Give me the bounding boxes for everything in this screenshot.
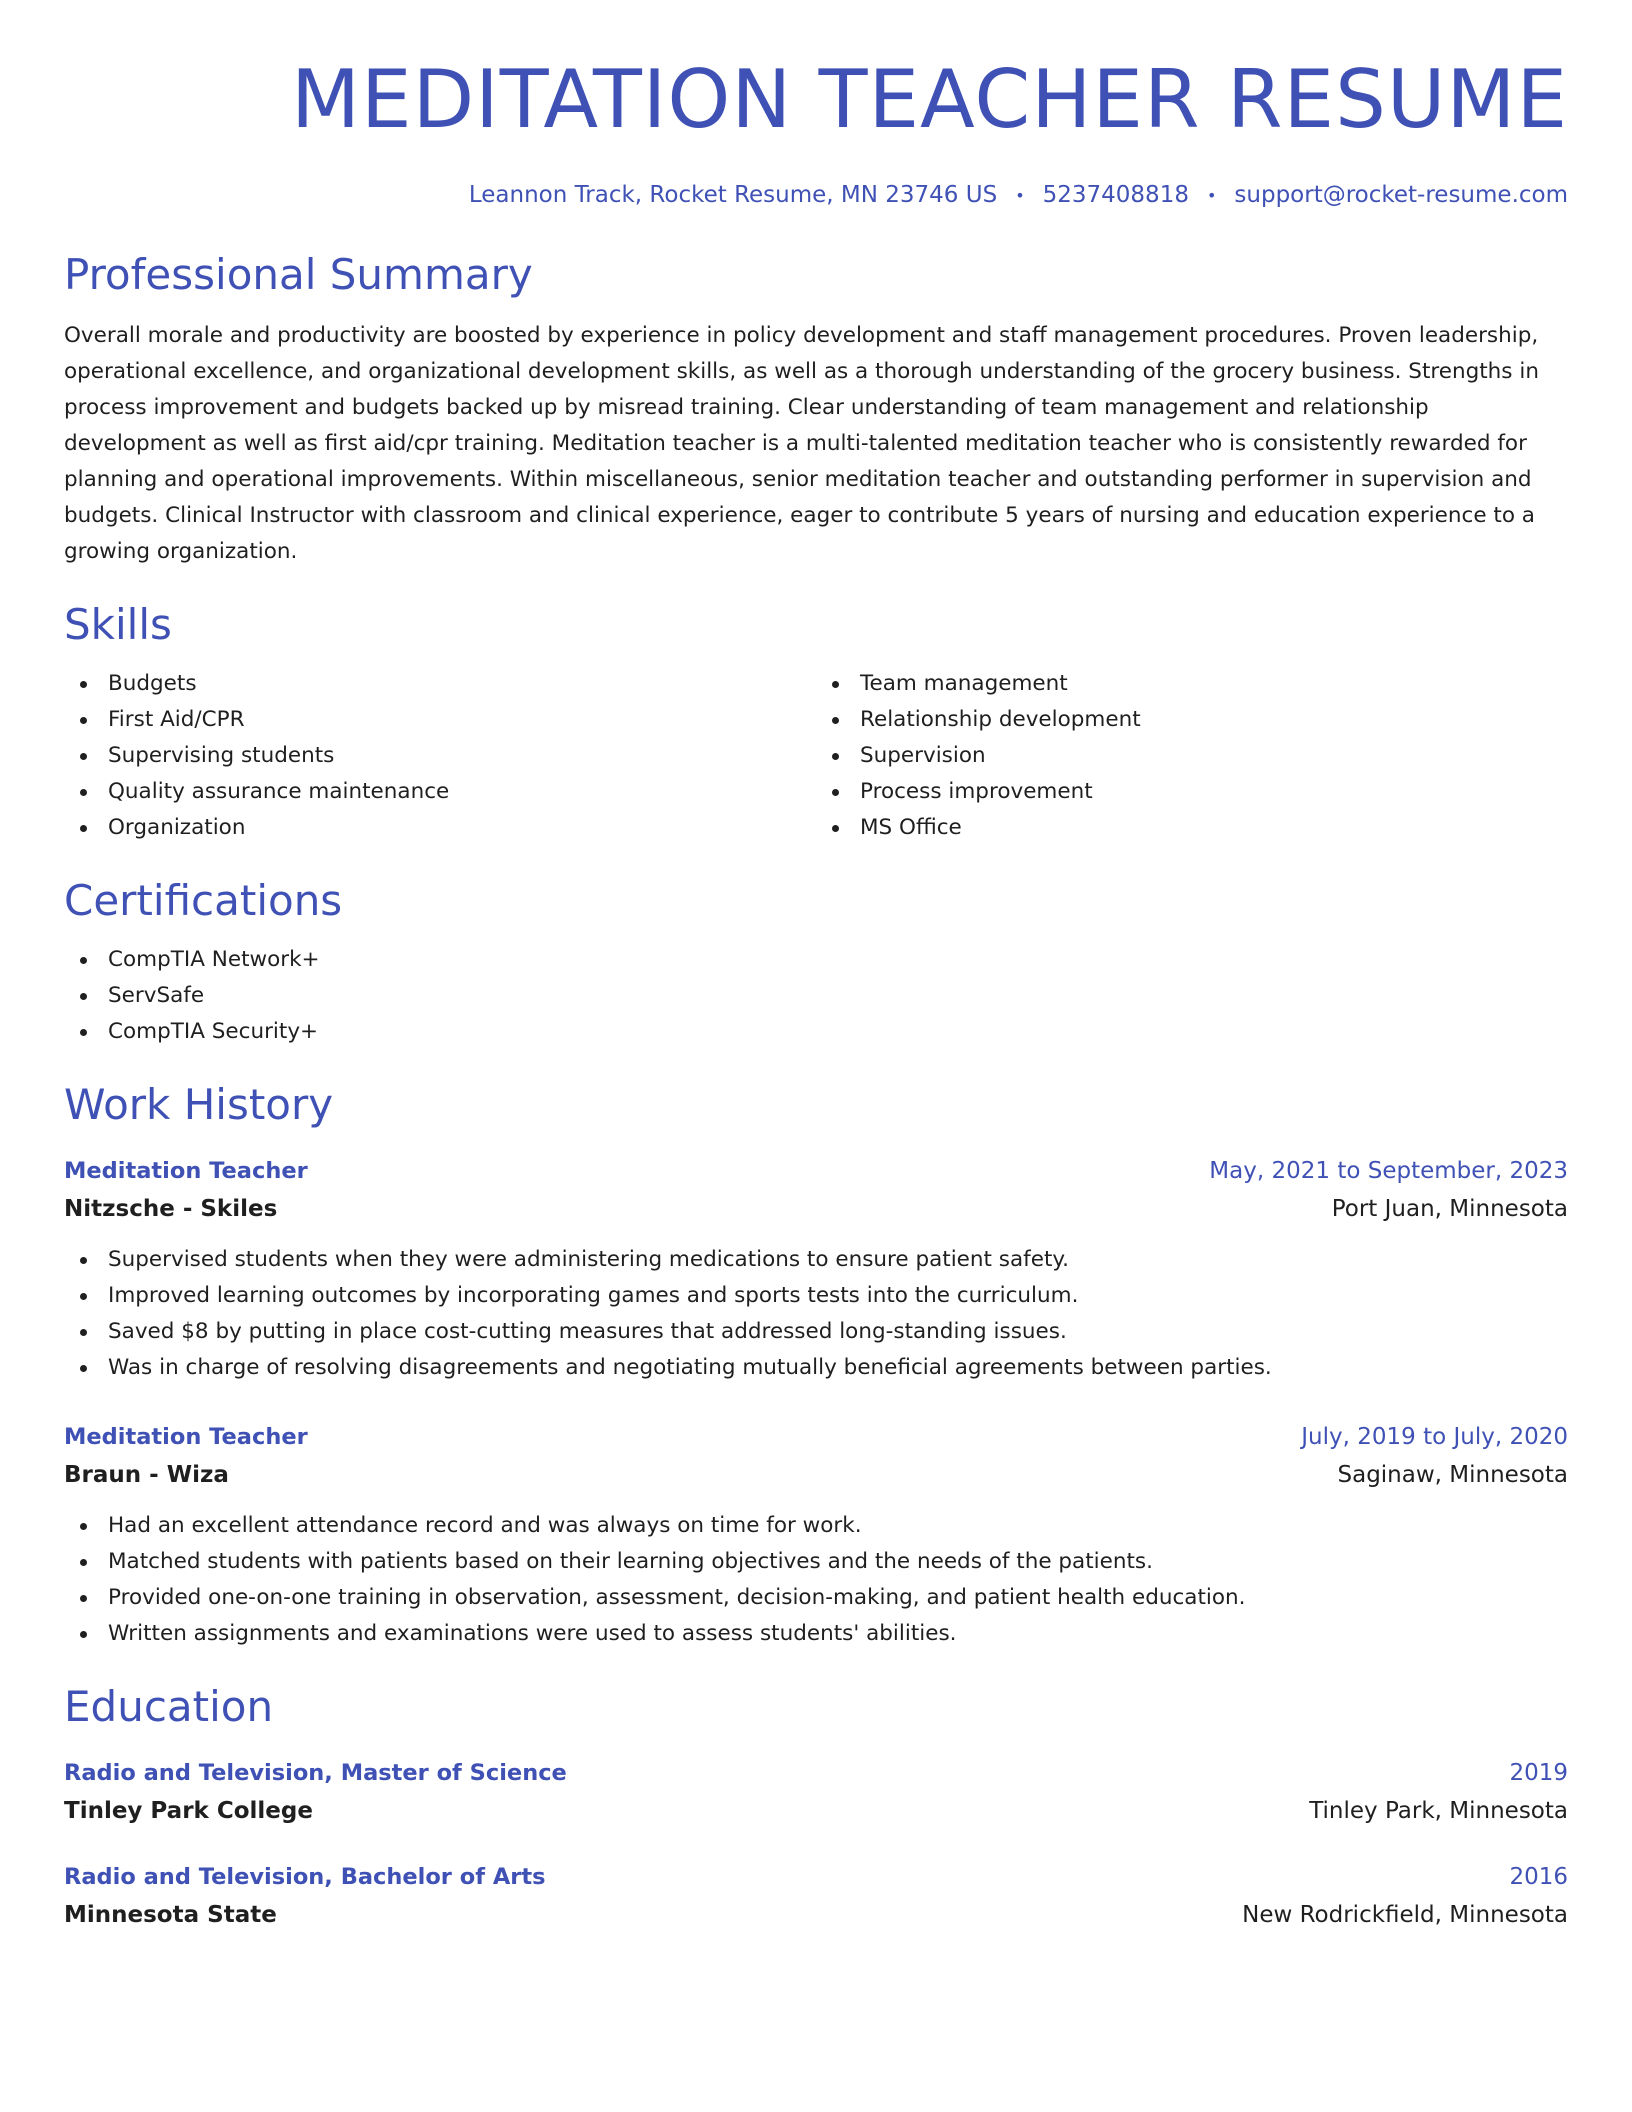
job-bullet: Improved learning outcomes by incorporating games and sports tests into the curriculum. [108, 1278, 1568, 1314]
section-title-education: Education [64, 1682, 274, 1731]
job-bullet: Matched students with patients based on their learning objectives and the needs of the patients. [108, 1544, 1568, 1580]
skills-section [64, 600, 1568, 846]
school-row [64, 1792, 1568, 1830]
work-history-section [64, 1080, 1568, 1652]
skill-item: Supervision [860, 738, 1568, 774]
job-bullet: Provided one-on-one training in observation, assessment, decision-making, and patient health education. [108, 1580, 1568, 1616]
job-bullets [64, 1508, 1568, 1652]
graduation-year: 2019 [1509, 1760, 1568, 1786]
certification-item: ServSafe [108, 978, 1568, 1014]
job-entry [64, 1152, 1568, 1386]
skill-item: Quality assurance maintenance [108, 774, 816, 810]
job-employer-row [64, 1456, 1568, 1494]
degree-name: Radio and Television, Bachelor of Arts [64, 1864, 546, 1890]
education-entry [64, 1754, 1568, 1830]
contact-address: Leannon Track, Rocket Resume, MN 23746 US [468, 182, 998, 208]
skill-item: Team management [860, 666, 1568, 702]
school-location: Tinley Park, Minnesota [1309, 1798, 1568, 1824]
resume-title: MEDITATION TEACHER RESUME [291, 53, 1568, 146]
section-title-skills: Skills [64, 600, 172, 649]
section-title-work-history: Work History [64, 1080, 334, 1129]
section-title-certifications: Certifications [64, 876, 343, 925]
skill-item: First Aid/CPR [108, 702, 816, 738]
job-title: Meditation Teacher [64, 1424, 308, 1450]
skills-grid [64, 666, 1568, 846]
job-title-row [64, 1418, 1568, 1456]
skills-list-right [816, 666, 1568, 846]
job-title-row [64, 1152, 1568, 1190]
job-bullet: Was in charge of resolving disagreements and negotiating mutually beneficial agreements between parties. [108, 1350, 1568, 1386]
contact-phone: 5237408818 [1042, 182, 1189, 208]
education-section [64, 1682, 1568, 1934]
school-name: Minnesota State [64, 1902, 277, 1928]
contact-email[interactable]: support@rocket-resume.com [1234, 182, 1568, 208]
job-bullet: Saved $8 by putting in place cost-cutting measures that addressed long-standing issues. [108, 1314, 1568, 1350]
job-bullets [64, 1242, 1568, 1386]
job-location: Saginaw, Minnesota [1337, 1462, 1568, 1488]
employer-name: Braun - Wiza [64, 1462, 229, 1488]
job-location: Port Juan, Minnesota [1331, 1196, 1568, 1222]
education-entry [64, 1858, 1568, 1934]
skill-item: Supervising students [108, 738, 816, 774]
section-title-summary: Professional Summary [64, 250, 533, 299]
employer-name: Nitzsche - Skiles [64, 1196, 278, 1222]
resume-header [64, 0, 1568, 208]
skill-item: Organization [108, 810, 816, 846]
skill-item: Budgets [108, 666, 816, 702]
summary-text: Overall morale and productivity are boosted by experience in policy development and staff management procedures. Proven leadership, operational excellence, and organizational development skills, as well as a thorough understanding of the grocery business. Strengths in process improvement and budgets backed up by misread training. Clear understanding of team management and relationship development as well as first aid/cpr training. Meditation teacher is a multi-talented meditation teacher who is consistently rewarded for planning and operational improvements. Within miscellaneous, senior meditation teacher and outstanding performer in supervision and budgets. Clinical Instructor with classroom and clinical experience, eager to contribute 5 years of nursing and education experience to a growing organization. [64, 323, 1539, 564]
job-entry [64, 1418, 1568, 1652]
certifications-section [64, 876, 1568, 1050]
degree-row [64, 1754, 1568, 1792]
graduation-year: 2016 [1509, 1864, 1568, 1890]
degree-row [64, 1858, 1568, 1896]
job-title: Meditation Teacher [64, 1158, 308, 1184]
school-name: Tinley Park College [64, 1798, 313, 1824]
separator-dot: • [1015, 185, 1025, 205]
certification-item: CompTIA Network+ [108, 942, 1568, 978]
job-bullet: Written assignments and examinations were used to assess students' abilities. [108, 1616, 1568, 1652]
job-employer-row [64, 1190, 1568, 1228]
skill-item: Process improvement [860, 774, 1568, 810]
contact-line [64, 182, 1568, 208]
separator-dot: • [1206, 185, 1217, 205]
job-bullet: Had an excellent attendance record and was always on time for work. [108, 1508, 1568, 1544]
job-dates: July, 2019 to July, 2020 [1301, 1424, 1568, 1450]
school-row [64, 1896, 1568, 1934]
professional-summary-section [64, 250, 1568, 570]
degree-name: Radio and Television, Master of Science [64, 1760, 567, 1786]
school-location: New Rodrickfield, Minnesota [1242, 1902, 1568, 1928]
skill-item: MS Office [860, 810, 1568, 846]
skills-list-left [64, 666, 816, 846]
certifications-list [64, 942, 1568, 1050]
job-dates: May, 2021 to September, 2023 [1209, 1158, 1568, 1184]
skill-item: Relationship development [860, 702, 1568, 738]
job-bullet: Supervised students when they were administering medications to ensure patient safety. [108, 1242, 1568, 1278]
certification-item: CompTIA Security+ [108, 1014, 1568, 1050]
